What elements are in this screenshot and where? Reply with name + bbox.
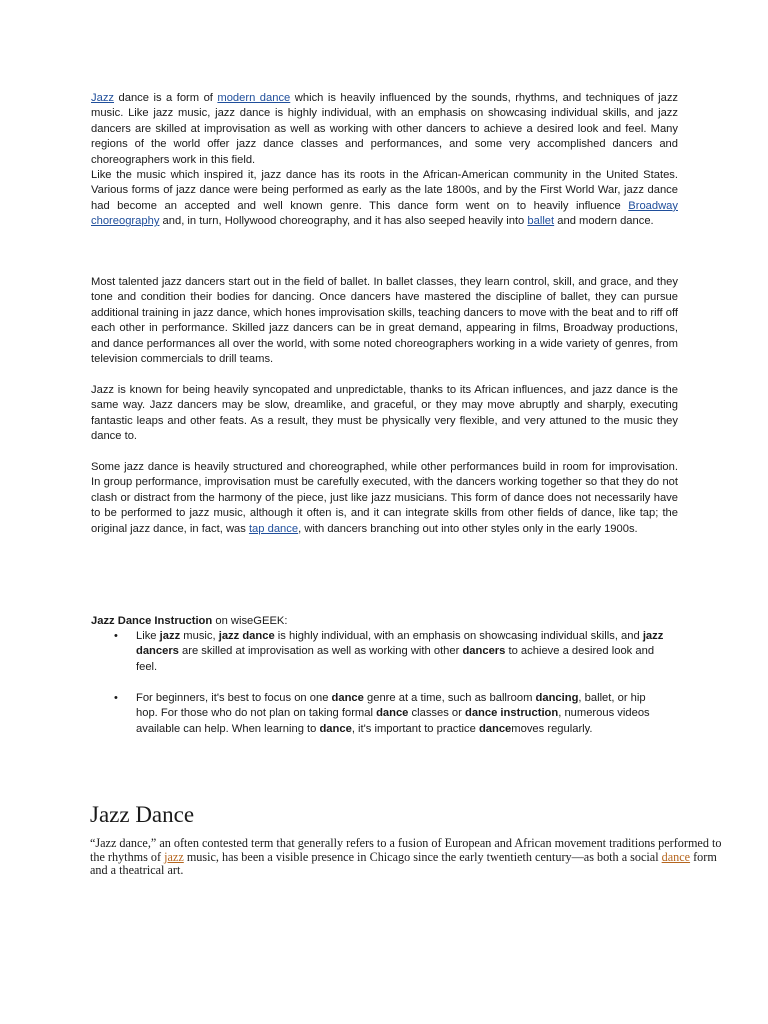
ballet-paragraph: Most talented jazz dancers start out in the field of ballet. In ballet classes, they learn control, skill, and grace, and they tone and condition their bodies for dancing. Once dancers have mastered the discipline of ballet, they can pursue additional training in jazz dance, which hones improvisation skills, teaching dancers to move with the beat and to riff off each other in performance. Skilled jazz dancers can be in great demand, appearing in films, Broadway productions, and dance performances all over the world, with some noted choreographers working in a wide variety of genres, from television commercials to drill teams. <box>91 276 678 366</box>
intro-paragraph: Jazz dance is a form of modern dance which is heavily influenced by the sounds, rhythms, and techniques of jazz music. Like jazz music, jazz dance is highly individual, with an emphasis on showcasing individual skills, and jazz dancers are skilled at improvisation as well as working with other dancers to achieve a desired look and feel. Many regions of the world offer jazz dance classes and performances, and some very accomplished dancers and choreographers work in this field. Like the music which inspired it, jazz dance has its roots in the African-American community in the United States. Various forms of jazz dance were being performed as early as the late 1800s, and by the First World War, jazz dance had become an accepted and well known genre. This dance form went on to heavily influence Broadway choreography and, in turn, Hollywood choreography, and it has also seeped heavily into ballet and modern dance. <box>91 92 679 228</box>
list-item: • For beginners, it's best to focus on one dance genre at a time, such as ballroom dancing, ballet, or hip hop. For those who do not plan on taking formal dance classes or dance instruction, numerous videos available can help. When learning to dance, it's important to practice dancemoves regularly. <box>114 692 650 735</box>
link-ballet[interactable]: ballet <box>527 215 555 228</box>
list-item: • Like jazz music, jazz dance is highly individual, with an emphasis on showcasing individual skills, and jazz dancers are skilled at improvisation as well as working with other dancers to achieve a desired look and feel. <box>114 630 664 673</box>
link-social-dance[interactable]: dance <box>661 849 691 864</box>
article-paragraph: “Jazz dance,” an often contested term that generally refers to a fusion of European and African movement traditions performed to the rhythms of jazz music, has been a visible presence in Chicago since the early twentieth century—as both a social dance form and a theatrical art. <box>90 836 722 878</box>
syncopation-paragraph: Jazz is known for being heavily syncopated and unpredictable, thanks to its African influences, and jazz dance is the same way. Jazz dancers may be slow, dreamlike, and graceful, or they may move abruptly and sharply, executing fantastic leaps and other feats. As a result, they must be physically very flexible, and very attuned to the music they dance to. <box>91 384 678 443</box>
link-jazz[interactable]: Jazz <box>91 92 115 104</box>
bullet-icon: • <box>114 692 118 704</box>
structure-paragraph: Some jazz dance is heavily structured and choreographed, while other performances build in room for improvisation. In group performance, improvisation must be carefully executed, with the dancers working together so that they do not clash or distract from the harmony of the piece, just like jazz musicians. This form of dance does not necessarily have to be performed to jazz music, although it often is, and it can integrate skills from other fields of dance, like tap; the original jazz dance, in fact, was tap dance, with dancers branching out into other styles only in the early 1900s. <box>91 461 678 535</box>
link-tap-dance[interactable]: tap dance <box>248 522 299 535</box>
article-title: Jazz Dance <box>90 802 195 827</box>
section-heading: Jazz Dance Instruction on wiseGEEK: <box>91 615 288 627</box>
link-jazz-music[interactable]: jazz <box>164 849 184 864</box>
link-choreography[interactable]: choreography <box>91 215 160 228</box>
link-modern-dance[interactable]: modern dance <box>217 92 291 104</box>
bullet-icon: • <box>114 630 118 642</box>
link-broadway[interactable]: Broadway <box>628 199 678 212</box>
